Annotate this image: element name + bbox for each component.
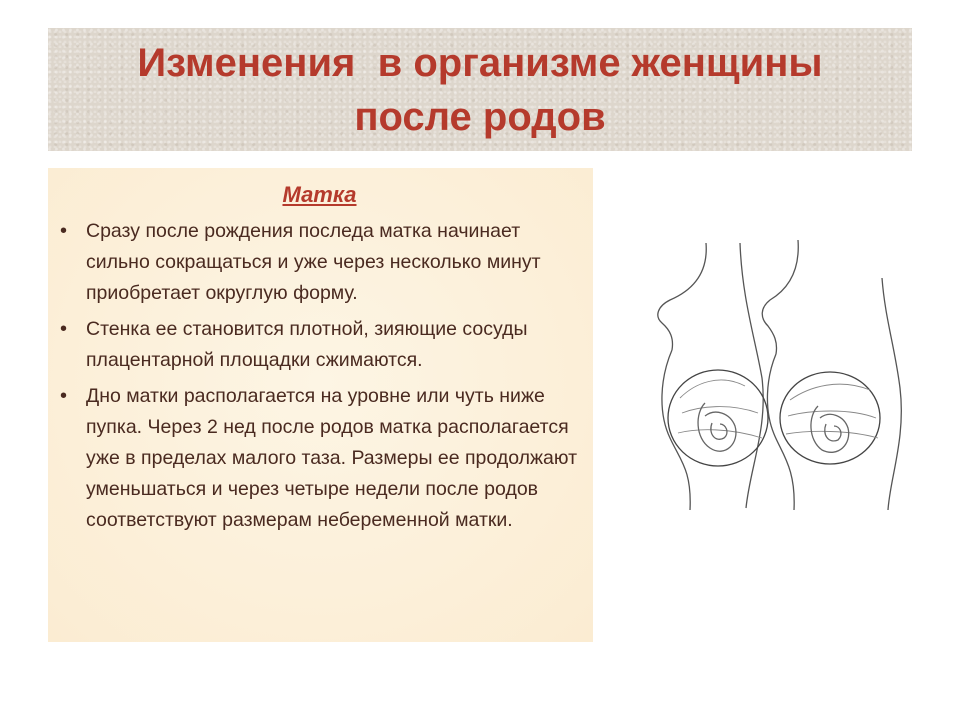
figure-2-back (882, 278, 901, 510)
bullet-icon: • (60, 385, 68, 407)
bullet-item-3 (60, 381, 579, 536)
figure-2-uterus (780, 372, 880, 464)
slide-title-line-1: Изменения в организме женщины (137, 40, 823, 85)
bullet-text-3: Дно матки располагается на уровне или чуть ниже пупка. Через 2 нед после родов матка располагается уже в пределах малого таза. Размеры ее продолжают уменьшаться и через четыре недели после родов соответствуют размерам небеременной матки. (86, 385, 578, 531)
bullet-text-1: Сразу после рождения последа матка начинает сильно сокращаться и уже через несколько минут приобретает округлую форму. (86, 220, 541, 304)
figure-1-outline (658, 243, 706, 350)
figure-1-belly (662, 350, 690, 510)
bullet-text-2: Стенка ее становится плотной, зияющие сосуды плацентарной площадки сжимаются. (86, 318, 528, 371)
bullet-icon: • (60, 220, 68, 242)
uterus-position-illustration (650, 238, 922, 510)
figure-2-outline (762, 240, 798, 354)
bullet-icon: • (60, 318, 68, 340)
slide-title-line-2: после родов (354, 94, 606, 139)
text-panel (48, 168, 593, 642)
bullet-list (60, 216, 579, 536)
figure-1-back (740, 243, 763, 508)
section-heading: Матка (282, 182, 357, 207)
title-band (48, 28, 912, 151)
figure-2-belly (767, 354, 794, 510)
bullet-item-1 (60, 216, 579, 309)
illustration-svg (650, 238, 922, 510)
bullet-item-2 (60, 314, 579, 376)
